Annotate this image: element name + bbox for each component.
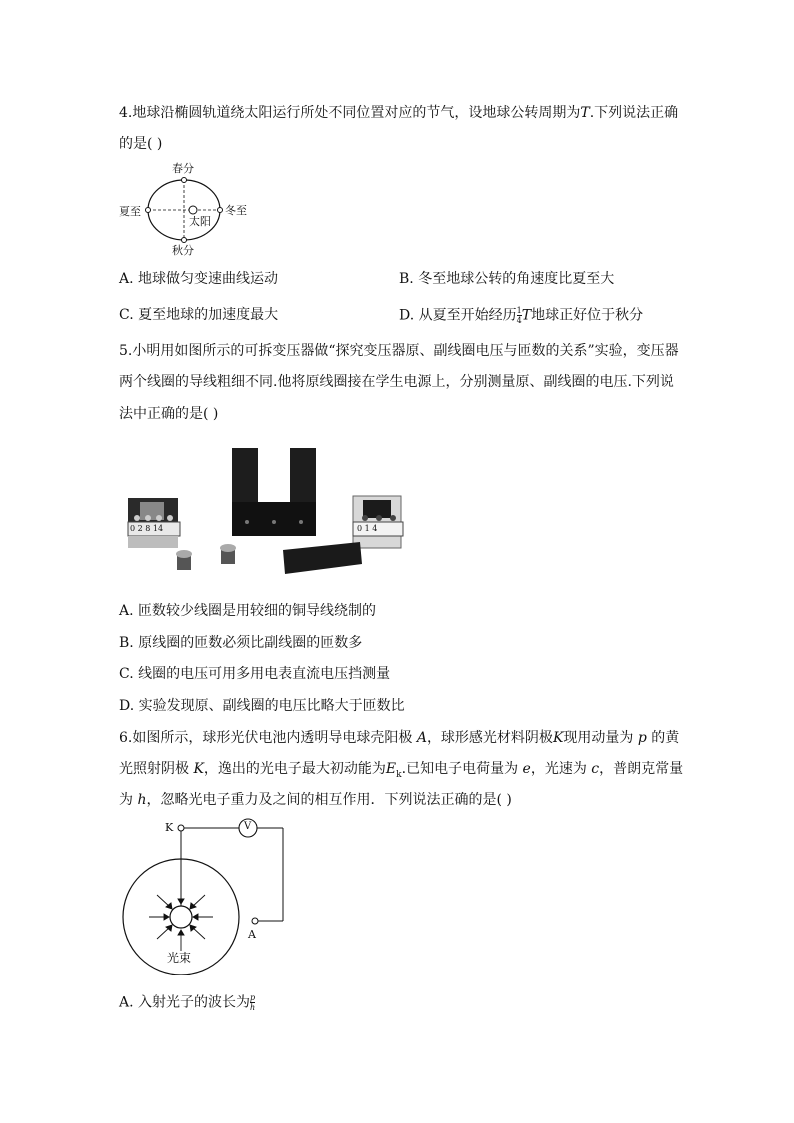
u-core-base [232, 502, 316, 536]
q5-option-c[interactable]: C. 线圈的电压可用多用电表直流电压挡测量 [119, 666, 391, 682]
q4-optd-den: 4 [516, 316, 522, 325]
summer-point [146, 208, 151, 213]
winter-point [218, 208, 223, 213]
q4-option-b[interactable]: B. 冬至地球公转的角速度比夏至大 [399, 271, 615, 287]
u-core-left-leg [232, 448, 258, 510]
q4-stem-line2: 的是( ) [119, 136, 163, 152]
q6-l1-A: A [416, 730, 427, 746]
q6-l2-b: ，逸出的光电子最大初动能为 [203, 761, 386, 777]
q6-opta-pre: A. 入射光子的波长为 [119, 994, 251, 1011]
q6-l1-K: K [552, 730, 564, 746]
q5-stem-line1: 5.小明用如图所示的可拆变压器做“探究变压器原、副线圈电压与匝数的关系”实验，变压器 [119, 343, 679, 359]
q6-l2-a: 光照射阴极 [119, 761, 194, 777]
q5-transformer-figure [115, 440, 415, 590]
label-autumn: 秋分 [172, 244, 194, 257]
q6-stem-line3 [119, 791, 512, 809]
label-winter: 冬至 [225, 204, 247, 217]
q5-stem-line3: 法中正确的是( ) [119, 406, 219, 422]
label-summer: 夏至 [119, 205, 141, 218]
q6-opta-num: p [250, 993, 256, 1002]
q5-option-b[interactable]: B. 原线圈的匝数必须比副线圈的匝数多 [119, 635, 363, 651]
left-terminal-1 [134, 515, 140, 521]
q6-l3-b: ，忽略光电子重力及之间的相互作用．下列说法正确的是( ) [146, 792, 512, 808]
q6-l2-tail: ，普朗克常量 [599, 761, 684, 777]
q6-stem-line2 [119, 760, 683, 784]
left-terminal-4 [167, 515, 173, 521]
label-K: K [165, 821, 174, 834]
u-core-screw-2 [272, 520, 276, 524]
q4-option-a[interactable]: A. 地球做匀变速曲线运动 [119, 271, 279, 287]
q6-l3-h: h [137, 792, 147, 808]
cathode-sphere [170, 906, 192, 928]
terminal-K [178, 825, 184, 831]
q6-l2-k-subscript: k [396, 769, 402, 780]
q6-l1-d: 的黄 [646, 730, 680, 746]
q6-opta-den: h [250, 1003, 256, 1012]
q4-optd-pre: D. 从夏至开始经历 [399, 307, 517, 324]
q6-l1-a: 6.如图所示，球形光伏电池内透明导电球壳阳极 [119, 730, 417, 746]
q4-optd-post: 地球正好位于秋分 [531, 307, 644, 324]
q6-l2-Ek: E [385, 761, 397, 777]
left-coil-scale-labels: 0 2 8 14 [130, 524, 164, 533]
q6-l2-d: ，光速为 [530, 761, 592, 777]
right-terminal-1 [362, 515, 368, 521]
q6-l2-K: K [193, 761, 204, 777]
knob-1-top [176, 550, 192, 558]
q4-orbit-figure [115, 158, 255, 256]
q4-stem-T: T [580, 105, 590, 121]
q5-option-d[interactable]: D. 实验发现原、副线圈的电压比略大于匝数比 [119, 698, 405, 714]
spring-point [182, 178, 187, 183]
q5-stem-line2: 两个线圈的导线粗细不同.他将原线圈接在学生电源上，分别测量原、副线圈的电压.下列说 [119, 374, 674, 390]
left-terminal-3 [156, 515, 162, 521]
left-terminal-2 [145, 515, 151, 521]
q6-l1-b: ，球形感光材料阴极 [426, 730, 553, 746]
q6-l3-a: 为 [119, 792, 138, 808]
right-coil-core-hole [363, 500, 391, 518]
label-sun: 太阳 [189, 215, 211, 228]
q6-circuit-figure [115, 815, 295, 975]
q4-stem-text: 4.地球沿椭圆轨道绕太阳运行所处不同位置对应的节气，设地球公转周期为 [119, 105, 581, 121]
knob-2-top [220, 544, 236, 552]
q6-l1-c: 现用动量为 [563, 730, 638, 746]
u-core-right-leg [290, 448, 316, 510]
label-V: V [244, 821, 252, 832]
label-beam: 光束 [167, 951, 192, 965]
terminal-A [252, 918, 258, 924]
q4-optd-T: T [521, 307, 532, 324]
right-terminal-3 [390, 515, 396, 521]
q6-option-a[interactable] [119, 993, 255, 1012]
q4-option-c[interactable]: C. 夏至地球的加速度最大 [119, 307, 279, 323]
q4-stem-tail: .下列说法正确 [589, 105, 679, 121]
q6-l2-e: e [522, 761, 531, 777]
q4-option-d[interactable] [399, 306, 643, 325]
label-A: A [248, 928, 256, 941]
u-core-screw-1 [245, 520, 249, 524]
q6-l2-c-speed: c [591, 761, 600, 777]
photocell-diagram [115, 815, 295, 975]
right-terminal-2 [376, 515, 382, 521]
transformer-image [115, 440, 415, 590]
q6-l2-c: .已知电子电荷量为 [401, 761, 523, 777]
u-core-screw-3 [299, 520, 303, 524]
q4-optd-num: 1 [516, 306, 522, 315]
q4-stem-line1 [119, 104, 678, 122]
q6-stem-line1 [119, 729, 679, 747]
q6-l1-p: p [637, 730, 647, 746]
left-coil-base [128, 536, 178, 548]
q6-opta-fraction [250, 993, 255, 1012]
iron-bar [283, 542, 362, 574]
right-coil-scale-labels: 0 1 4 [357, 524, 378, 533]
q5-option-a[interactable]: A. 匝数较少线圈是用较细的铜导线绕制的 [119, 603, 377, 619]
label-spring: 春分 [172, 162, 194, 175]
